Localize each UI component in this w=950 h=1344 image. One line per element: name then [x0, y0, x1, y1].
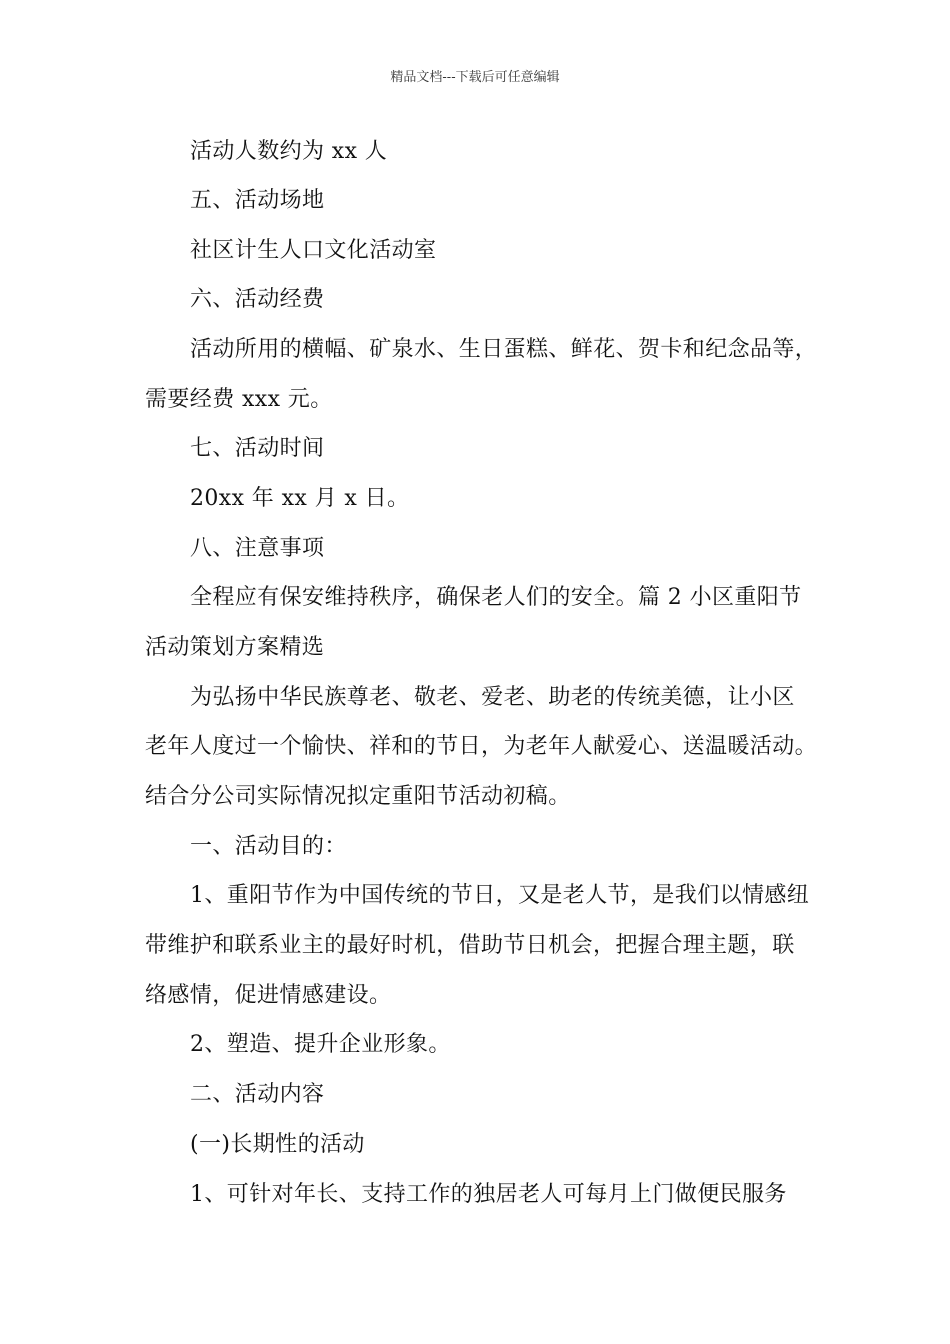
paragraph-line: 结合分公司实际情况拟定重阳节活动初稿。: [145, 784, 571, 809]
paragraph-line: 活动人数约为 xx 人: [190, 139, 388, 164]
paragraph-line: 络感情，促进情感建设。: [145, 983, 392, 1008]
paragraph-line: 1、重阳节作为中国传统的节日，又是老人节，是我们以情感纽: [190, 883, 810, 908]
paragraph-line: 全程应有保安维持秩序，确保老人们的安全。篇 2 小区重阳节: [190, 585, 802, 610]
paragraph-line: 20xx 年 xx 月 x 日。: [190, 486, 410, 511]
subsection-heading: (一)长期性的活动: [190, 1132, 365, 1157]
paragraph-line: 社区计生人口文化活动室: [190, 238, 437, 263]
section-heading: 七、活动时间: [190, 436, 325, 461]
section-heading: 六、活动经费: [190, 287, 325, 312]
section-heading: 八、注意事项: [190, 536, 325, 561]
section-heading: 一、活动目的：: [190, 834, 347, 859]
paragraph-line: 为弘扬中华民族尊老、敬老、爱老、助老的传统美德，让小区: [190, 685, 795, 710]
paragraph-line: 2、塑造、提升企业形象。: [190, 1032, 451, 1057]
paragraph-line: 带维护和联系业主的最好时机，借助节日机会，把握合理主题，联: [145, 933, 795, 958]
page-header: 精品文档---下载后可任意编辑: [390, 70, 560, 85]
paragraph-line: 1、可针对年长、支持工作的独居老人可每月上门做便民服务: [190, 1182, 787, 1207]
paragraph-line: 需要经费 xxx 元。: [145, 387, 333, 412]
section-heading: 二、活动内容: [190, 1082, 325, 1107]
paragraph-line: 活动策划方案精选: [145, 635, 325, 660]
paragraph-line: 活动所用的横幅、矿泉水、生日蛋糕、鲜花、贺卡和纪念品等，: [190, 337, 818, 362]
paragraph-line: 老年人度过一个愉快、祥和的节日，为老年人献爱心、送温暖活动。: [145, 734, 818, 759]
section-heading: 五、活动场地: [190, 188, 325, 213]
